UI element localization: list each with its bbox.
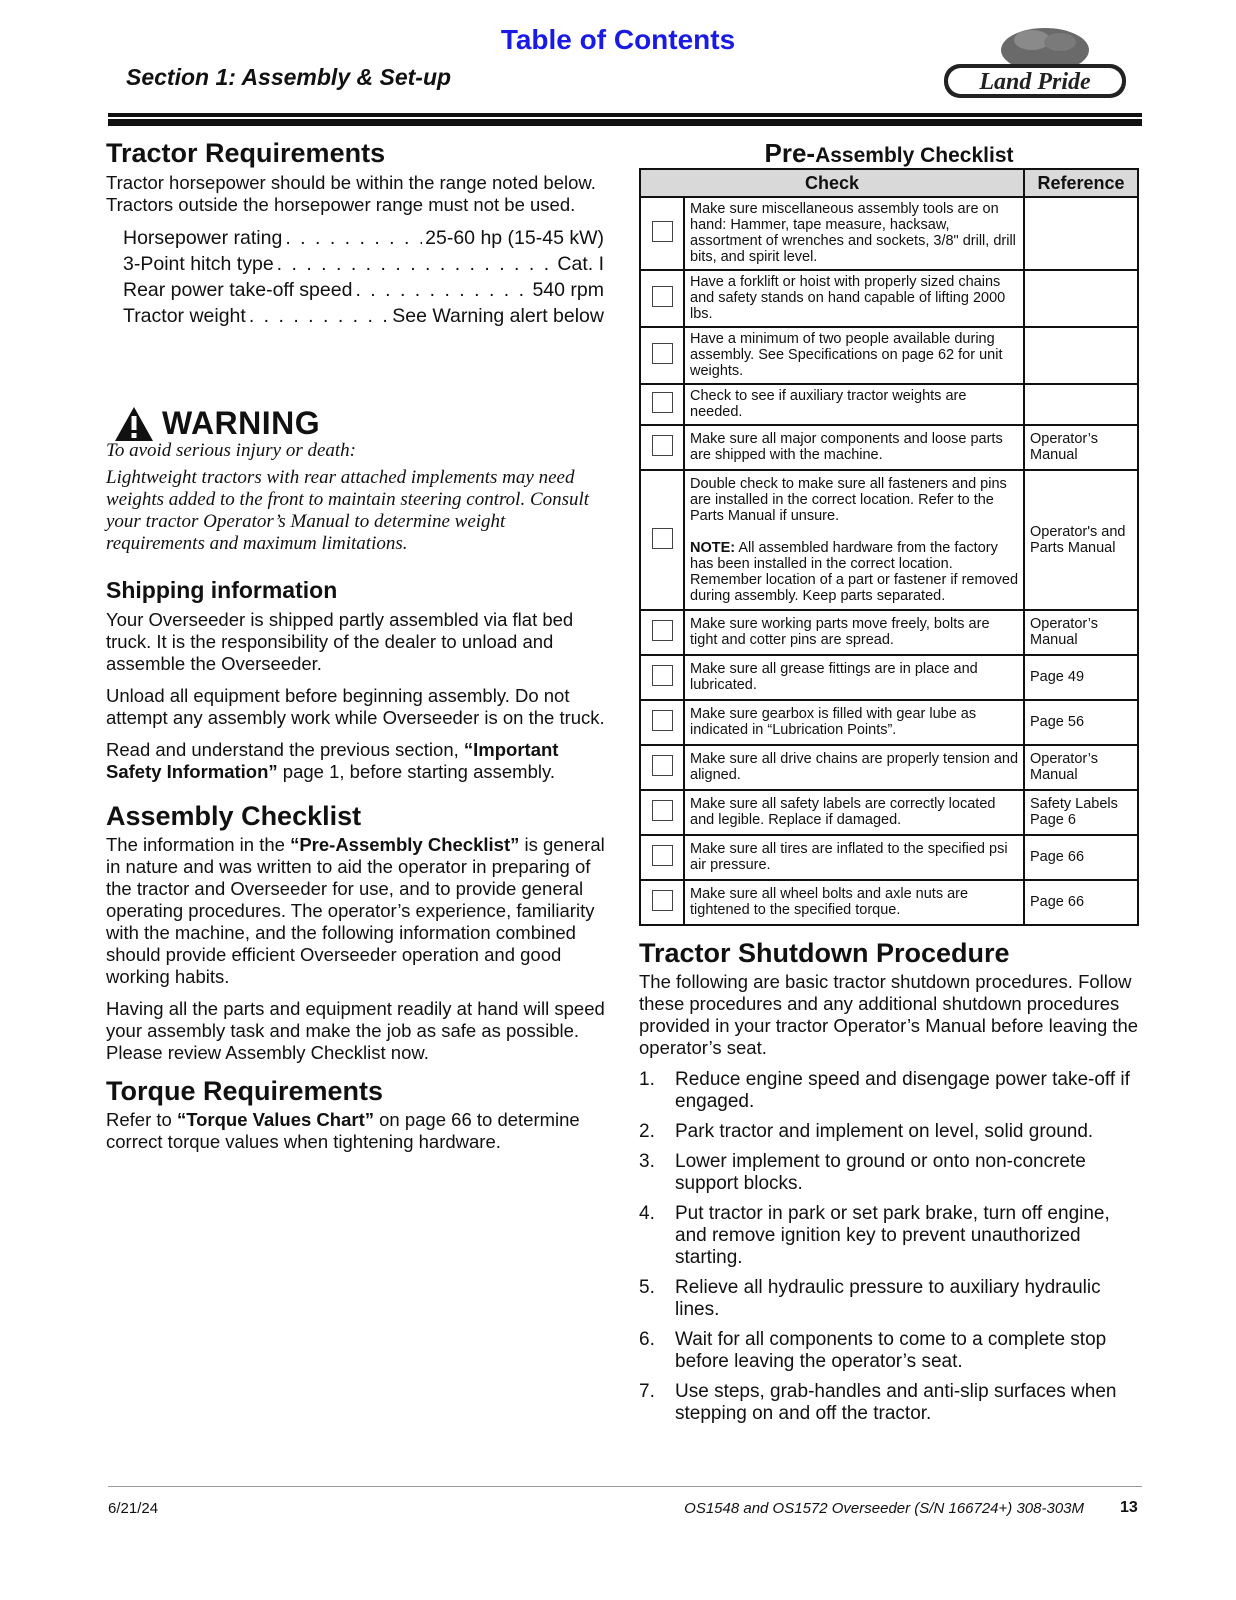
spec-label: Tractor weight — [123, 305, 246, 327]
table-row — [640, 790, 1138, 835]
warning-block — [106, 405, 606, 555]
safety-info-link[interactable]: “Important Safety Information” — [106, 739, 559, 782]
spec-row — [123, 225, 604, 251]
spec-label: Horsepower rating — [123, 227, 283, 249]
row-reference: Safety Labels Page 6 — [1024, 790, 1138, 835]
checkbox[interactable] — [652, 755, 673, 776]
list-item: 3. Lower implement to ground or onto non-concrete support blocks. — [639, 1151, 1086, 1194]
row-description: Make sure all major components and loose parts are shipped with the machine. — [684, 425, 1024, 470]
spec-list — [123, 225, 604, 329]
table-row — [640, 384, 1138, 425]
table-row — [640, 610, 1138, 655]
warning-text: Lightweight tractors with rear attached implements may need weights added to the front to maintain steering control. Consult your tractor Operator’s Manual to determine weight requirements and maximum limitations. — [106, 467, 590, 554]
checkbox[interactable] — [652, 343, 673, 364]
shutdown-steps — [639, 1069, 1139, 1425]
torque-values-chart-link[interactable]: “Torque Values Chart” — [176, 1109, 374, 1130]
assembly-checklist-heading: Assembly Checklist — [106, 801, 362, 831]
warning-title-row — [114, 405, 606, 442]
row-description: Double check to make sure all fasteners and pins are installed in the correct location. Refer to the Parts Manual if unsure. NOTE: All assembled hardware from the factory has been installed in the correct location. Remember location of a part or fastener if removed during assembly. Keep parts separated. — [684, 470, 1024, 610]
footer-date: 6/21/24 — [108, 1500, 159, 1517]
table-row — [640, 197, 1138, 270]
section-title: Section 1: Assembly & Set-up — [126, 64, 452, 90]
list-item: 7. Use steps, grab-handles and anti-slip surfaces when stepping on and off the tractor. — [639, 1381, 1117, 1424]
pre-assembly-checklist-table — [639, 168, 1139, 926]
checkbox[interactable] — [652, 890, 673, 911]
table-of-contents-link[interactable]: Table of Contents — [500, 24, 736, 55]
tractor-requirements-heading: Tractor Requirements — [106, 138, 386, 168]
torque-heading: Torque Requirements — [106, 1076, 384, 1106]
checkbox[interactable] — [652, 800, 673, 821]
warning-title: WARNING — [162, 405, 321, 441]
spec-value: See Warning alert below — [392, 305, 604, 327]
tractor-requirements-intro: Tractor horsepower should be within the range noted below. Tractors outside the horsepower range must not be used. — [106, 172, 596, 215]
col-check-header: Check — [640, 169, 1024, 197]
shutdown-intro: The following are basic tractor shutdown procedures. Follow these procedures and any additional shutdown procedures provided in your tractor Operator’s Manual before leaving the operator’s seat. — [639, 971, 1139, 1058]
checkbox[interactable] — [652, 528, 673, 549]
spec-row — [123, 277, 604, 303]
right-column — [639, 138, 1139, 1433]
checkbox[interactable] — [652, 620, 673, 641]
assembly-checklist-p2: Having all the parts and equipment readily at hand will speed your assembly task and make the job as safe as possible. Please review Assembly Checklist now. — [106, 998, 605, 1063]
table-row — [640, 327, 1138, 384]
row-reference: Page 56 — [1024, 700, 1138, 745]
list-item: 2. Park tractor and implement on level, solid ground. — [639, 1121, 1094, 1142]
row-reference: Operator’s Manual — [1024, 425, 1138, 470]
col-reference-header: Reference — [1024, 169, 1138, 197]
table-row — [640, 700, 1138, 745]
checkbox[interactable] — [652, 710, 673, 731]
row-description: Make sure all drive chains are properly tension and aligned. — [684, 745, 1024, 790]
row-description: Have a minimum of two people available during assembly. See Specifications on page 62 for unit weights. — [684, 327, 1024, 384]
row-reference — [1024, 197, 1138, 270]
row-description: Make sure all safety labels are correctly located and legible. Replace if damaged. — [684, 790, 1024, 835]
row-reference: Operator’s Manual — [1024, 745, 1138, 790]
list-item: 5. Relieve all hydraulic pressure to auxiliary hydraulic lines. — [639, 1277, 1101, 1320]
shipping-p3: Read and understand the previous section, “Important Safety Information” page 1, before starting assembly. — [106, 739, 559, 782]
checkbox[interactable] — [652, 286, 673, 307]
spec-row — [123, 251, 604, 277]
header-rule-thin — [108, 113, 1142, 117]
checkbox[interactable] — [652, 435, 673, 456]
list-item: 4. Put tractor in park or set park brake, turn off engine, and remove ignition key to prevent unauthorized starting. — [639, 1203, 1110, 1268]
spec-label: Rear power take-off speed — [123, 279, 353, 301]
left-column — [106, 138, 606, 1153]
row-description: Make sure miscellaneous assembly tools are on hand: Hammer, tape measure, hacksaw, assortment of wrenches and sockets, 3/8" drill, drill bits, and spirit level. — [684, 197, 1024, 270]
row-description: Make sure all wheel bolts and axle nuts are tightened to the specified torque. — [684, 880, 1024, 925]
spec-value: 25-60 hp (15-45 kW) — [425, 227, 604, 249]
footer-rule — [108, 1486, 1142, 1487]
list-item: 1. Reduce engine speed and disengage power take-off if engaged. — [639, 1069, 1130, 1112]
header-rule-thick — [108, 119, 1142, 126]
shipping-p2: Unload all equipment before beginning assembly. Do not attempt any assembly work while Overseeder is on the truck. — [106, 685, 605, 728]
checkbox[interactable] — [652, 392, 673, 413]
row-reference — [1024, 270, 1138, 327]
row-reference — [1024, 384, 1138, 425]
spec-row — [123, 303, 604, 329]
shipping-heading: Shipping information — [106, 577, 338, 603]
row-description: Check to see if auxiliary tractor weights are needed. — [684, 384, 1024, 425]
table-row — [640, 270, 1138, 327]
row-description: Have a forklift or hoist with properly sized chains and safety stands on hand capable of lifting 2000 lbs. — [684, 270, 1024, 327]
row-description: Make sure gearbox is filled with gear lube as indicated in “Lubrication Points”. — [684, 700, 1024, 745]
shipping-p1: Your Overseeder is shipped partly assembled via flat bed truck. It is the responsibility of the dealer to unload and assemble the Overseeder. — [106, 609, 574, 674]
table-row — [640, 880, 1138, 925]
pre-assembly-checklist-title: Pre-Assembly Checklist — [764, 138, 1014, 168]
table-row — [640, 655, 1138, 700]
row-description: Make sure all grease fittings are in place and lubricated. — [684, 655, 1024, 700]
torque-text: Refer to “Torque Values Chart” on page 66 to determine correct torque values when tightening hardware. — [106, 1109, 580, 1152]
table-header-row — [640, 169, 1138, 197]
row-description: Make sure working parts move freely, bolts are tight and cotter pins are spread. — [684, 610, 1024, 655]
spec-label: 3-Point hitch type — [123, 253, 274, 275]
table-row — [640, 425, 1138, 470]
footer-document-id: OS1548 and OS1572 Overseeder (S/N 166724+) 308-303M — [684, 1500, 1084, 1517]
list-item: 6. Wait for all components to come to a complete stop before leaving the operator’s seat. — [639, 1329, 1107, 1372]
pre-assembly-checklist-link[interactable]: “Pre-Assembly Checklist” — [290, 834, 520, 855]
row-reference — [1024, 327, 1138, 384]
row-reference: Operator's and Parts Manual — [1024, 470, 1138, 610]
land-pride-logo — [940, 26, 1130, 104]
page-number: 13 — [1120, 1499, 1138, 1516]
checkbox[interactable] — [652, 665, 673, 686]
warning-line1: To avoid serious injury or death: — [106, 440, 356, 461]
checkbox[interactable] — [652, 221, 673, 242]
shutdown-heading: Tractor Shutdown Procedure — [639, 938, 1010, 968]
svg-text:Land Pride: Land Pride — [979, 69, 1091, 95]
row-description: Make sure all tires are inflated to the specified psi air pressure. — [684, 835, 1024, 880]
checkbox[interactable] — [652, 845, 673, 866]
warning-triangle-icon — [114, 406, 154, 442]
row-reference: Page 49 — [1024, 655, 1138, 700]
assembly-checklist-p1: The information in the “Pre-Assembly Checklist” is general in nature and was written to aid the operator in preparing of the tractor and Overseeder for use, and to provide general operating procedures. The operator’s experience, familiarity with the machine, and the following information combined should provide efficient Overseeder operation and good working habits. — [106, 834, 605, 987]
table-row — [640, 835, 1138, 880]
row-reference: Page 66 — [1024, 835, 1138, 880]
spec-value: Cat. I — [557, 253, 604, 275]
row-reference: Page 66 — [1024, 880, 1138, 925]
table-row — [640, 745, 1138, 790]
row-reference: Operator’s Manual — [1024, 610, 1138, 655]
table-row — [640, 470, 1138, 610]
spec-value: 540 rpm — [532, 279, 604, 301]
